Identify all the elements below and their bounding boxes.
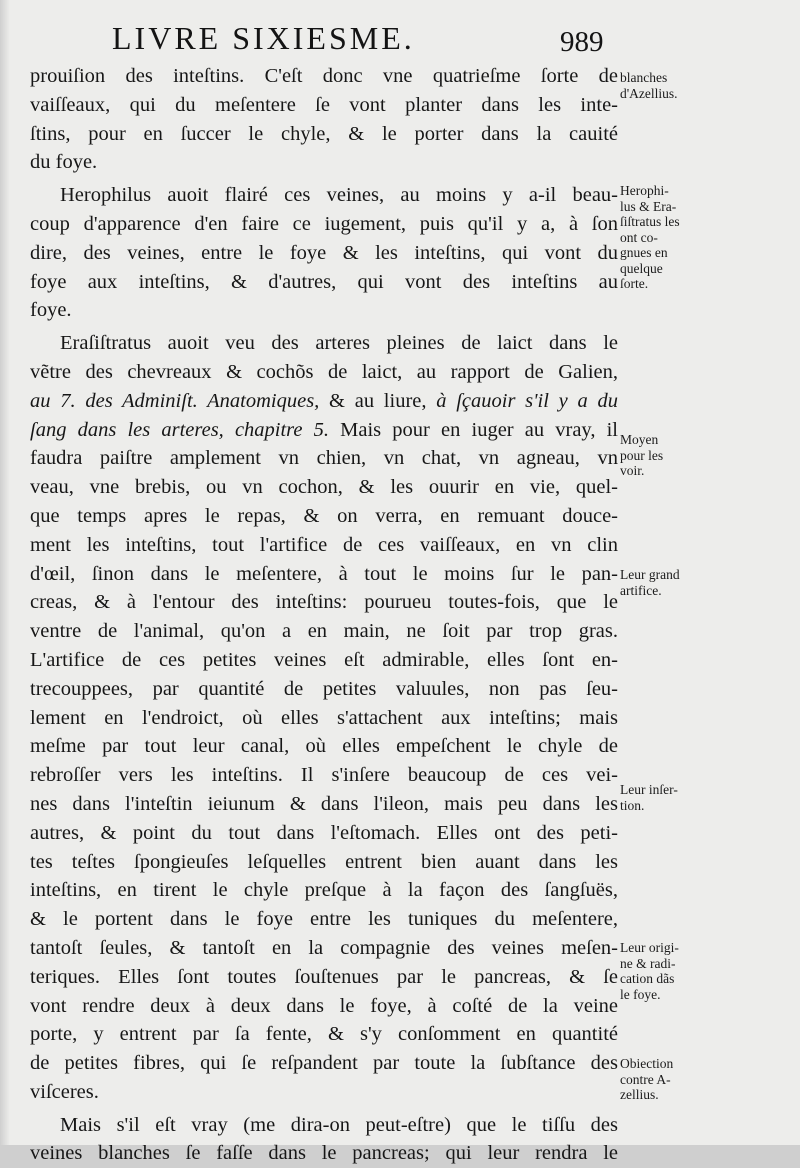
- text-span: Mais pour en iuger au vray, il: [329, 418, 618, 441]
- note-line: ſiſtratus les: [620, 214, 680, 229]
- note-line: ne & radi-: [620, 955, 676, 971]
- note-line: tion.: [620, 797, 645, 813]
- text-line: trecouppees, par quantité de petites valuules, non pas ſeu-: [30, 677, 618, 700]
- text-line: viſceres.: [30, 1080, 99, 1103]
- paragraph-1: [30, 62, 618, 177]
- text-line: coup d'apparence d'en faire ce iugement, puis qu'il y a, à ſon: [30, 212, 618, 235]
- citation-italic: à ſçauoir s'il y a du: [436, 389, 618, 412]
- note-line: voir.: [620, 463, 645, 478]
- note-line: Leur grand: [620, 567, 680, 582]
- note-line: Herophi-: [620, 183, 669, 198]
- margin-note-leur-grand-artifice: [620, 567, 792, 598]
- main-text-column: [30, 62, 618, 1168]
- text-line: autres, & point du tout dans l'eſtomach. Elles ont des peti-: [30, 821, 618, 844]
- note-line: pour les: [620, 447, 664, 463]
- text-span: & au liure,: [319, 389, 437, 412]
- margin-note-leur-insertion: [620, 782, 792, 813]
- text-line: ventre de l'animal, qu'on a en main, ne ſoit par trop gras.: [30, 620, 618, 643]
- note-line: Leur origi-: [620, 940, 679, 955]
- text-line-with-citation: [30, 416, 618, 445]
- text-line: Herophilus auoit flairé ces veines, au moins y a-il beau-: [60, 184, 618, 207]
- text-line: creas, & à l'entour des inteſtins: pourueu toutes-fois, que le: [30, 591, 618, 614]
- note-line: le foye.: [620, 986, 661, 1002]
- note-line: blanches: [620, 70, 668, 85]
- text-line: du foye.: [30, 151, 98, 174]
- paragraph-2: [30, 181, 618, 325]
- note-line: gnues en: [620, 245, 668, 260]
- note-line: Moyen: [620, 432, 659, 447]
- text-line: nes dans l'inteſtin ieiunum & dans l'ileon, mais peu dans les: [30, 792, 618, 815]
- text-line: vaiſſeaux, qui du meſentere ſe vont planter dans les inte-: [30, 93, 618, 116]
- text-line: dire, des veines, entre le foye & les inteſtins, qui vont du: [30, 241, 618, 264]
- page-edge-shadow: [0, 0, 10, 1145]
- note-line: Leur inſer-: [620, 782, 678, 797]
- text-line: ment les inteſtins, tout l'artifice de ces vaiſſeaux, en vn clin: [30, 533, 618, 556]
- paragraph-4: [30, 646, 618, 1107]
- margin-note-moyen-pour-les-voir: [620, 432, 792, 479]
- text-line: inteſtins, en tirent le chyle preſque à la façon des ſangſuës,: [30, 879, 618, 902]
- text-line: tes teſtes ſpongieuſes leſquelles entrent bien auant dans les: [30, 850, 618, 873]
- text-line: veines blanches ſe faſſe dans le pancreas; qui leur rendra le: [30, 1142, 618, 1165]
- note-line: d'Azellius.: [620, 85, 678, 101]
- text-line: & le portent dans le foye entre les tuniques du meſentere,: [30, 908, 618, 931]
- text-line-with-citation: [30, 387, 618, 416]
- text-line: rebroſſer vers les inteſtins. Il s'inſere beaucoup de ces vei-: [30, 764, 618, 787]
- note-line: contre A-: [620, 1071, 671, 1087]
- text-line: Mais s'il eſt vray (me dira-on peut-eſtre) que le tiſſu des: [60, 1113, 618, 1136]
- text-line: vont rendre deux à deux dans le foye, à coſté de la veine: [30, 994, 618, 1017]
- margin-note-herophilus: [620, 183, 792, 292]
- text-line: Eraſiſtratus auoit veu des arteres pleines de laict dans le: [60, 332, 618, 355]
- note-line: artifice.: [620, 582, 662, 598]
- citation-italic: ſang dans les arteres, chapitre 5.: [30, 418, 330, 441]
- text-line: lement en l'endroict, où elles s'attachent aux inteſtins; mais: [30, 706, 618, 729]
- margin-note-leur-origine: [620, 940, 792, 1002]
- page-number: 989: [560, 26, 604, 58]
- text-line: teriques. Elles ſont toutes ſouſtenues par le pancreas, & ſe: [30, 965, 618, 988]
- text-line: d'œil, ſinon dans le meſentere, à tout le moins ſur le pan-: [30, 562, 618, 585]
- text-line: veau, vne brebis, ou vn cochon, & les ouurir en vie, quel-: [30, 476, 618, 499]
- note-line: quelque: [620, 260, 663, 276]
- text-line: foye.: [30, 299, 72, 322]
- text-line: meſme par tout leur canal, où elles empeſchent le chyle de: [30, 735, 618, 758]
- text-line: porte, y entrent par ſa fente, & s'y conſomment en quantité: [30, 1023, 618, 1046]
- text-line: faudra paiſtre amplement vn chien, vn chat, vn agneau, vn: [30, 447, 618, 470]
- citation-italic: au 7. des Adminiſt. Anatomiques,: [30, 389, 320, 412]
- text-line: L'artifice de ces petites veines eſt admirable, elles ſont en-: [30, 648, 618, 671]
- note-line: ſorte.: [620, 276, 649, 291]
- text-line: foye aux inteſtins, & d'autres, qui vont des inteſtins au: [30, 270, 618, 293]
- paragraph-3: [30, 329, 618, 646]
- note-line: cation dãs: [620, 971, 675, 986]
- text-line: que temps apres le repas, & on verra, en remuant douce-: [30, 504, 618, 527]
- text-line: prouiſion des inteſtins. C'eſt donc vne quatrieſme ſorte de: [30, 65, 618, 87]
- text-line: tantoſt ſeules, & tantoſt en la compagnie des veines meſen-: [30, 936, 618, 959]
- note-line: Obiection: [620, 1056, 674, 1071]
- margin-note-blanches-dazellius: [620, 70, 792, 101]
- note-line: ont co-: [620, 229, 658, 245]
- text-line: de petites fibres, qui ſe reſpandent par toute la ſubſtance des: [30, 1052, 618, 1075]
- text-line: vẽtre des chevreaux & cochõs de laict, au rapport de Galien,: [30, 360, 618, 383]
- note-line: zellius.: [620, 1087, 659, 1102]
- text-line: ſtins, pour en ſuccer le chyle, & le porter dans la cauité: [30, 122, 618, 145]
- margin-note-objection: [620, 1056, 792, 1103]
- running-title: LIVRE SIXIESME.: [112, 20, 415, 56]
- note-line: lus & Era-: [620, 198, 677, 214]
- paragraph-5: [30, 1111, 618, 1168]
